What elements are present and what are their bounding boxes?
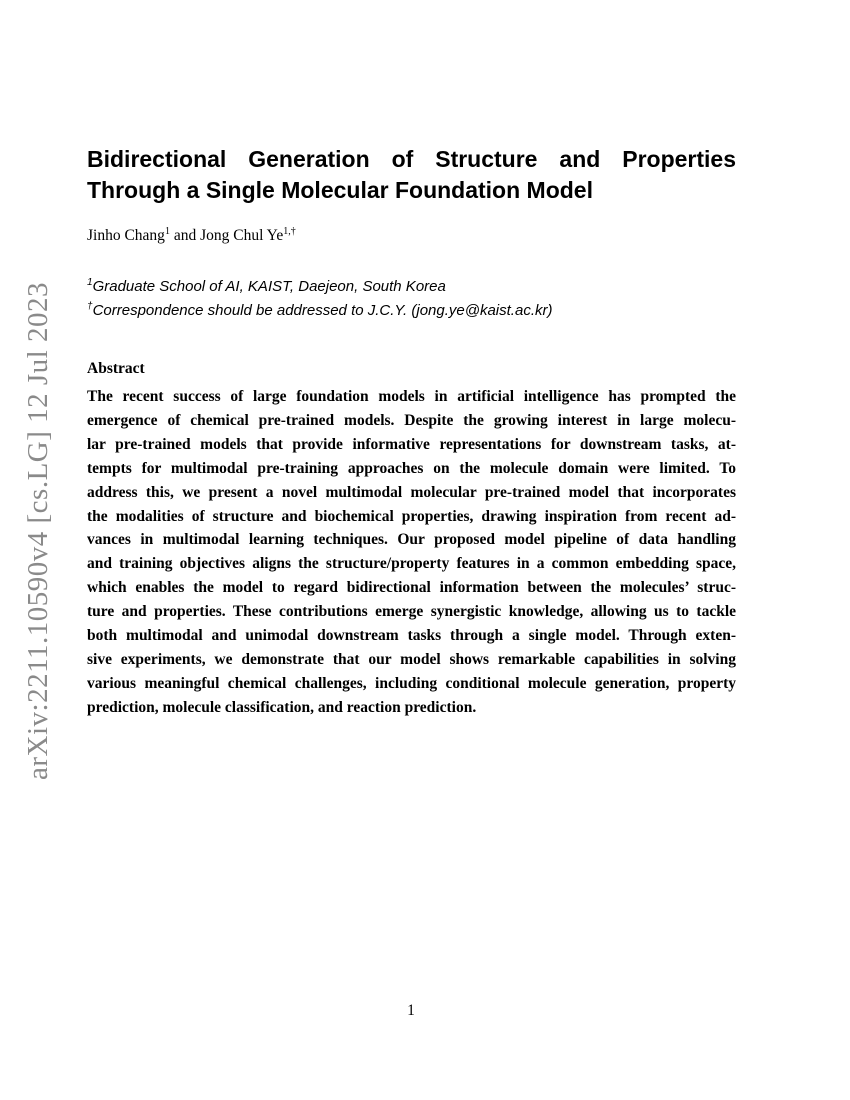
correspondence-mark: † — [87, 301, 93, 312]
abstract-line: prediction, molecule classification, and reaction prediction. — [87, 698, 477, 716]
abstract-line: sive experiments, we demonstrate that our model shows remarkable capabilities in solving — [87, 650, 736, 668]
arxiv-identifier: arXiv:2211.10590v4 [cs.LG] 12 Jul 2023 — [22, 282, 54, 780]
page-number: 1 — [407, 1002, 415, 1019]
correspondence-text: Correspondence should be addressed to J.C.Y. (jong.ye@kaist.ac.kr) — [92, 302, 553, 319]
affiliation-mark: 1 — [87, 277, 93, 288]
correspondence-note — [87, 301, 552, 321]
abstract-line: which enables the model to regard bidirectional information between the molecules’ struc- — [87, 579, 736, 597]
author-affiliation-mark: 1 — [164, 226, 170, 237]
affiliation-text: Graduate School of AI, KAIST, Daejeon, South Korea — [92, 278, 446, 295]
paper-title — [87, 144, 736, 206]
paper-title-line-2: Through a Single Molecular Foundation Model — [87, 177, 593, 203]
abstract-line: The recent success of large foundation models in artificial intelligence has prompted the — [87, 388, 736, 405]
author-affiliation-mark: 1,† — [283, 226, 296, 237]
paper-title-line-1: Bidirectional Generation of Structure and Properties — [87, 146, 736, 172]
abstract-line: ture and properties. These contributions emerge synergistic knowledge, allowing us to tackle — [87, 603, 736, 621]
abstract-line: various meaningful chemical challenges, including conditional molecule generation, property — [87, 674, 736, 692]
author-list — [87, 226, 296, 246]
abstract-line: address this, we present a novel multimodal molecular pre-trained model that incorporates — [87, 483, 736, 501]
abstract-line: both multimodal and unimodal downstream tasks through a single model. Through exten- — [87, 627, 736, 645]
abstract-line: vances in multimodal learning techniques. Our proposed model pipeline of data handling — [87, 531, 736, 549]
author-name: Jinho Chang — [87, 227, 165, 244]
author-name: Jong Chul Ye — [200, 227, 284, 244]
author-separator: and — [169, 227, 201, 244]
abstract-line: lar pre-trained models that provide informative representations for downstream tasks, at- — [87, 435, 736, 453]
abstract-line: the modalities of structure and biochemical properties, drawing inspiration from recent ad- — [87, 507, 736, 525]
abstract-heading: Abstract — [87, 360, 145, 377]
abstract-line: tempts for multimodal pre-training approaches on the molecule domain were limited. To — [87, 459, 736, 477]
abstract-line: and training objectives aligns the structure/property features in a common embedding space, — [87, 555, 736, 573]
abstract-body — [87, 385, 736, 720]
abstract-line: emergence of chemical pre-trained models. Despite the growing interest in large molecu- — [87, 411, 736, 429]
affiliation — [87, 277, 446, 297]
